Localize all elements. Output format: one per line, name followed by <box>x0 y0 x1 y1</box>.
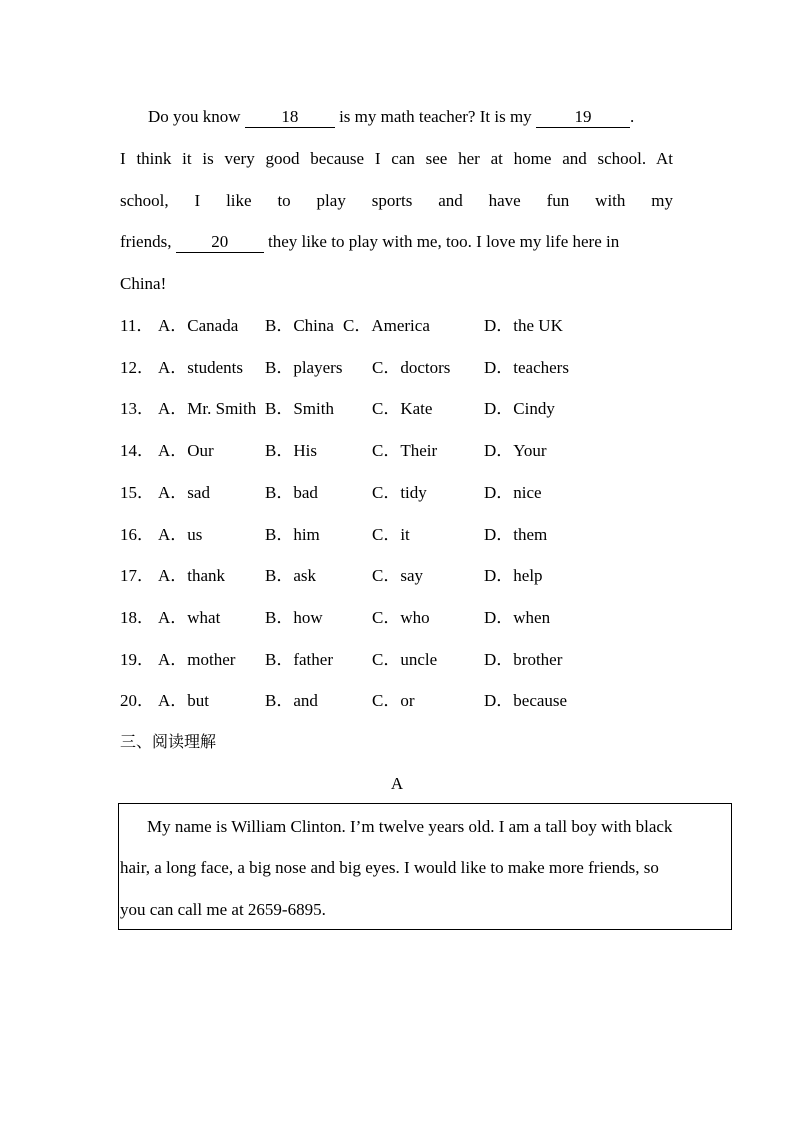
passage-line-1 <box>148 106 673 128</box>
option-a: A．what <box>158 608 221 627</box>
option-c: C．Kate <box>372 399 433 418</box>
passage-text: friends, <box>120 232 172 251</box>
passage-line-3: school, I like to play sports and have fun with my <box>120 191 673 210</box>
option-c: C．doctors <box>372 358 451 377</box>
blank-18: 18 <box>245 107 335 128</box>
reading-line-1: My name is William Clinton. I’m twelve years old. I am a tall boy with black <box>147 817 673 836</box>
option-d: D．the UK <box>484 316 563 335</box>
question-number: 12． <box>120 358 154 377</box>
option-b: B．players <box>265 358 343 377</box>
option-d: D．teachers <box>484 358 569 377</box>
option-c: C．uncle <box>372 650 438 669</box>
option-d: D．help <box>484 566 543 585</box>
passage-text: is my math teacher? It is my <box>339 107 532 126</box>
passage-text: they like to play with me, too. I love my life here in <box>267 232 620 251</box>
option-c: C．it <box>372 525 410 544</box>
reading-label: A <box>390 774 404 793</box>
question-number: 15． <box>120 483 154 502</box>
option-d: D．Your <box>484 441 547 460</box>
question-number: 13． <box>120 399 154 418</box>
question-number: 20． <box>120 691 154 710</box>
option-d: D．Cindy <box>484 399 555 418</box>
passage-line-5: China! <box>120 274 167 293</box>
option-b: B．how <box>265 608 323 627</box>
option-d: D．because <box>484 691 568 710</box>
option-c: C．America <box>343 316 430 335</box>
option-c: C．or <box>372 691 415 710</box>
option-b: B．His <box>265 441 317 460</box>
blank-19: 19 <box>536 107 630 128</box>
option-a: A．but <box>158 691 209 710</box>
option-a: A．us <box>158 525 203 544</box>
question-number: 18． <box>120 608 154 627</box>
option-d: D．when <box>484 608 551 627</box>
option-b: B．father <box>265 650 333 669</box>
passage-text: . <box>629 107 635 126</box>
option-c: C．Their <box>372 441 438 460</box>
option-a: A．sad <box>158 483 210 502</box>
reading-line-2: hair, a long face, a big nose and big eyes. I would like to make more friends, so <box>120 858 659 877</box>
option-b: B．ask <box>265 566 316 585</box>
question-number: 17． <box>120 566 154 585</box>
option-a: A．Canada <box>158 316 239 335</box>
passage-line-2: I think it is very good because I can see her at home and school. At <box>120 149 673 168</box>
option-b: B．China <box>265 316 334 335</box>
option-c: C．tidy <box>372 483 427 502</box>
option-a: A．thank <box>158 566 226 585</box>
option-a: A．students <box>158 358 243 377</box>
option-a: A．Our <box>158 441 214 460</box>
reading-line-3: you can call me at 2659-6895. <box>120 900 326 919</box>
reading-passage-box <box>118 803 732 930</box>
option-a: A．Mr. Smith <box>158 399 257 418</box>
question-number: 14． <box>120 441 154 460</box>
option-d: D．them <box>484 525 548 544</box>
passage-line-4 <box>120 231 673 253</box>
option-d: D．brother <box>484 650 563 669</box>
question-number: 11． <box>120 316 154 335</box>
option-c: C．who <box>372 608 430 627</box>
blank-20: 20 <box>176 232 264 253</box>
option-d: D．nice <box>484 483 542 502</box>
question-number: 19． <box>120 650 154 669</box>
section-title: 三、阅读理解 <box>120 732 217 751</box>
option-b: B．bad <box>265 483 318 502</box>
passage-text: Do you know <box>148 107 241 126</box>
option-b: B．him <box>265 525 320 544</box>
option-c: C．say <box>372 566 423 585</box>
option-b: B．Smith <box>265 399 334 418</box>
question-number: 16． <box>120 525 154 544</box>
option-a: A．mother <box>158 650 236 669</box>
option-b: B．and <box>265 691 318 710</box>
